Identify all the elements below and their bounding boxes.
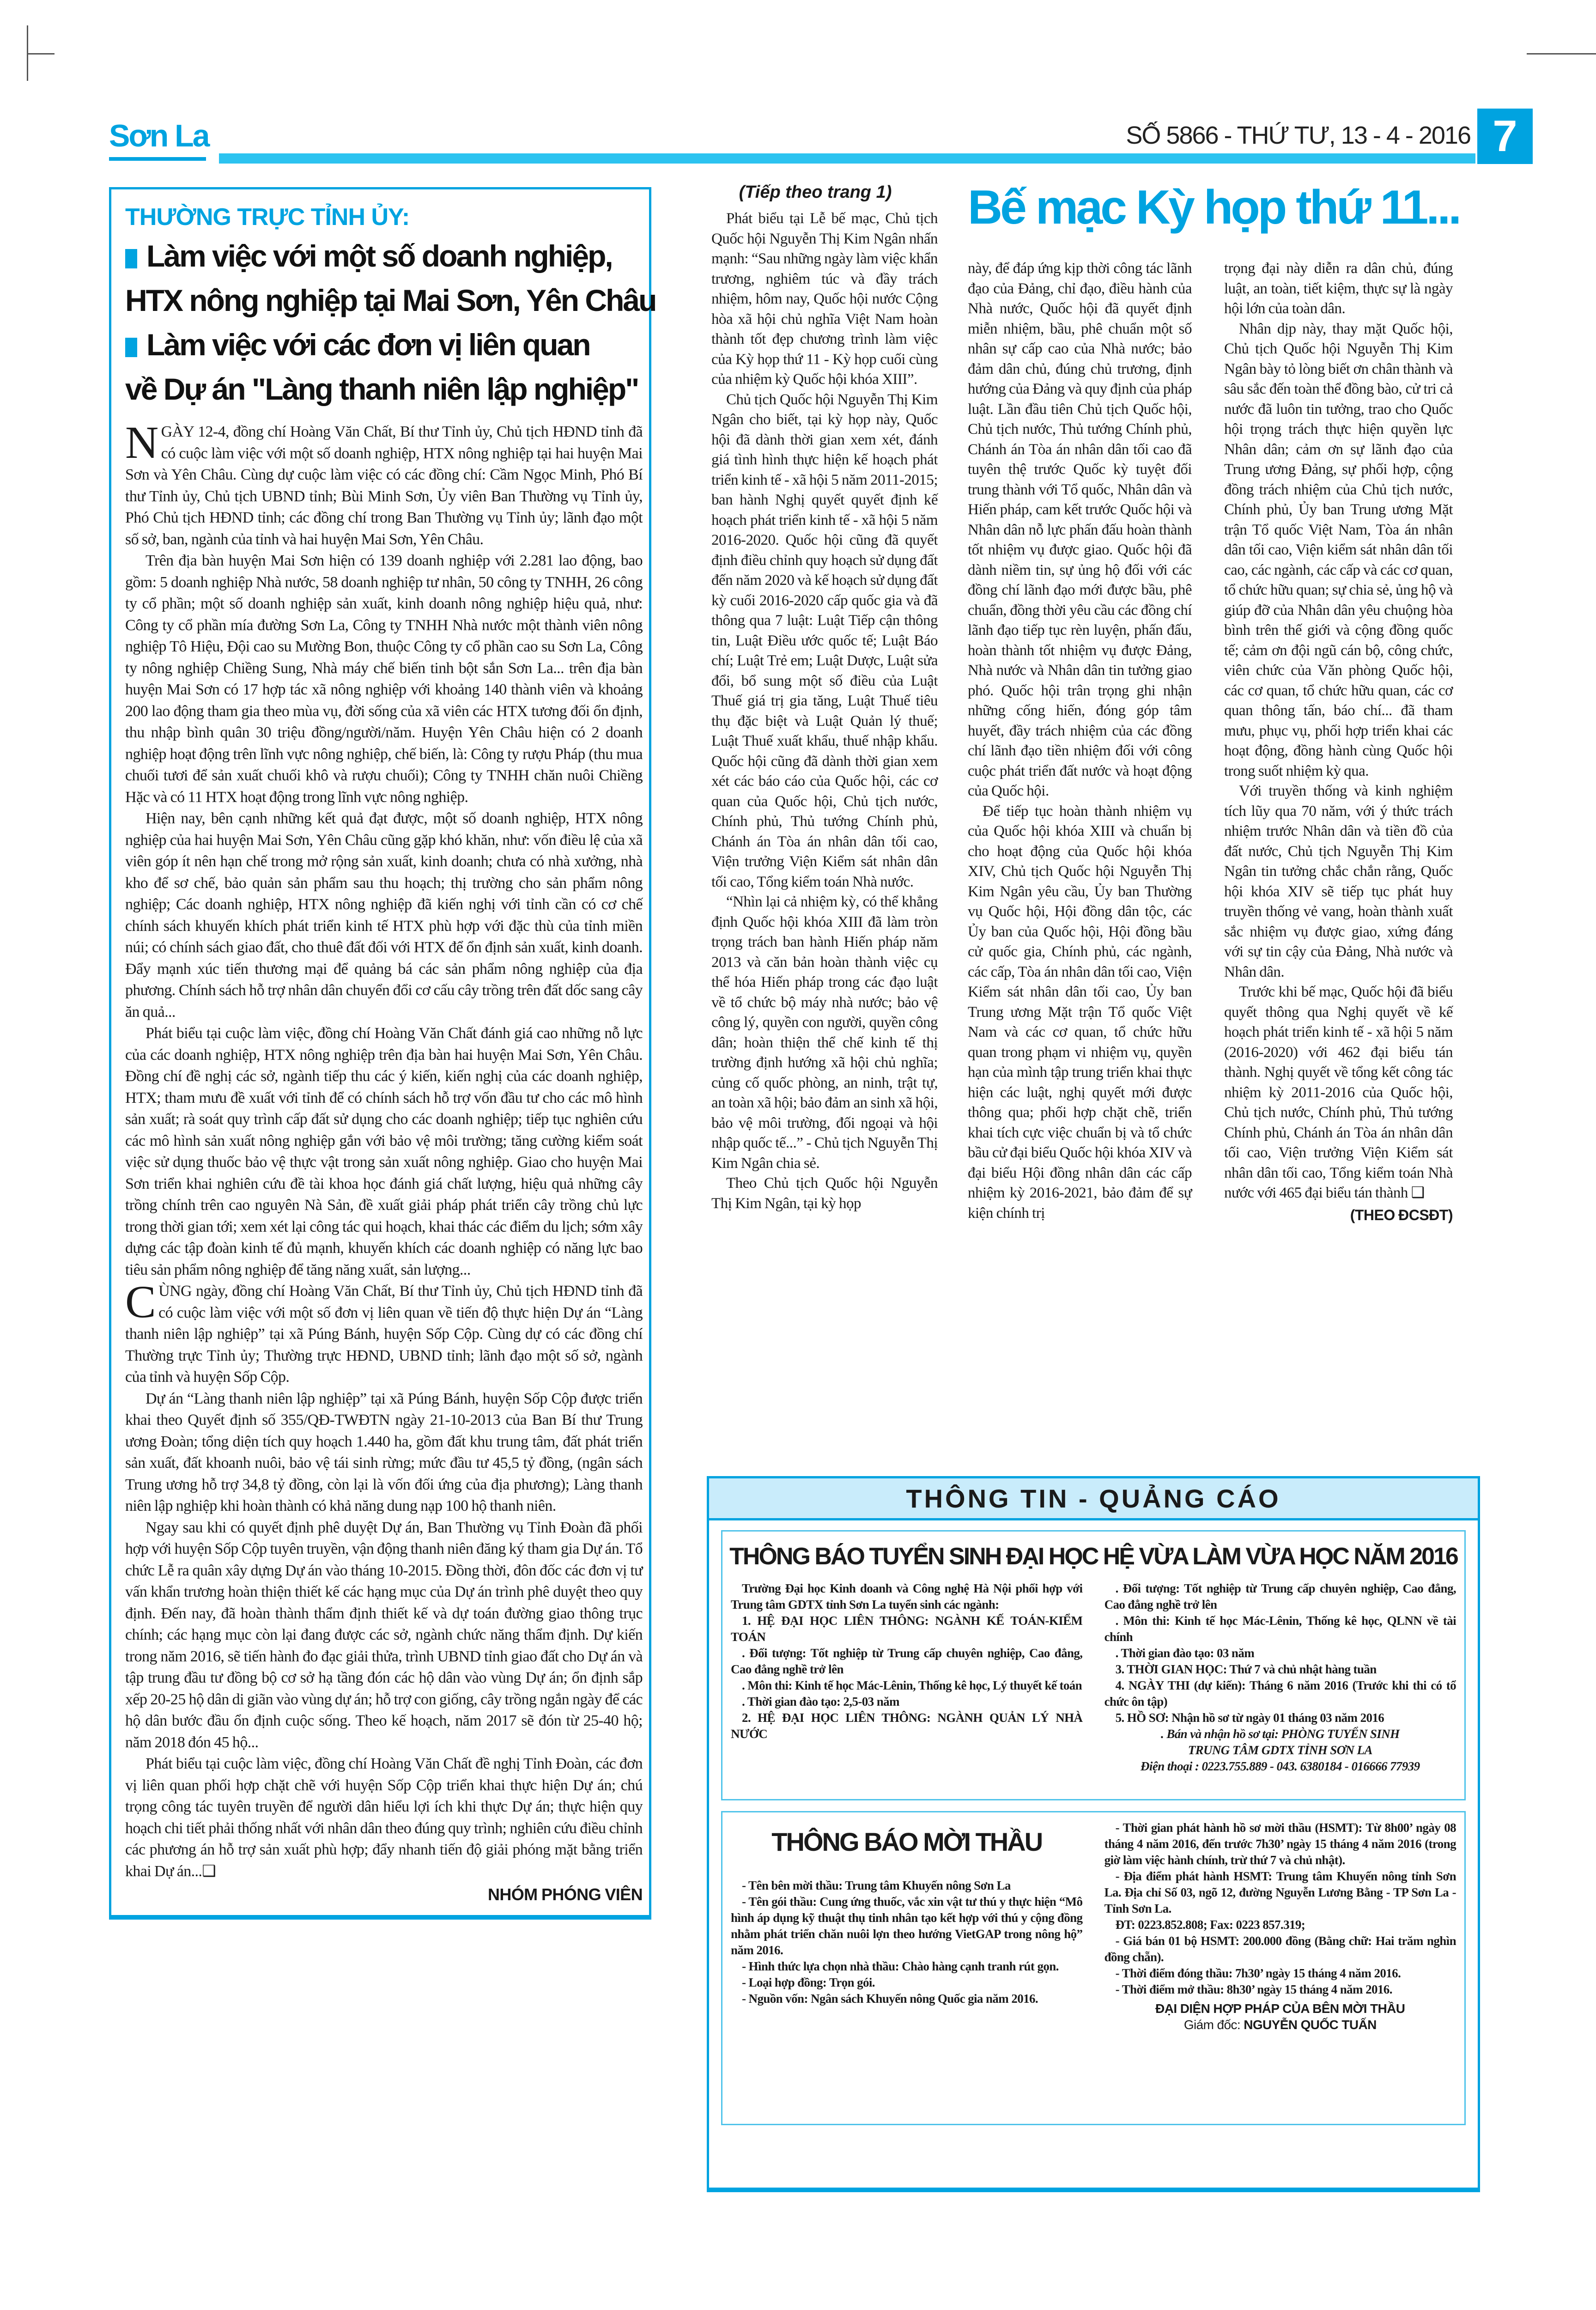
- ad-line: 2. HỆ ĐẠI HỌC LIÊN THÔNG: NGÀNH QUẢN LÝ NHÀ NƯỚC: [731, 1711, 1083, 1741]
- paragraph: Trước khi bế mạc, Quốc hội đã biểu quyết thông qua Nghị quyết về kế hoạch phát triển kinh tế - xã hội 5 năm (2016-2020) với 462 đại biểu tán thành. Nghị quyết về tổng kết công tác nhiệm kỳ 2011-2016 của Quốc hội, Chủ tịch nước, Chính phủ, Thủ tướng Chính phủ, Chánh án Tòa án nhân dân tối cao, Viện trưởng Viện Kiểm sát nhân dân tối cao, Tổng kiểm toán Nhà nước với 465 đại biểu tán thành ❑: [1224, 984, 1453, 1201]
- paragraph: Hiện nay, bên cạnh những kết quả đạt được, một số doanh nghiệp, HTX nông nghiệp của hai huyện Mai Sơn, Yên Châu cũng gặp khó khăn, như: vốn điều lệ của xã viên góp ít nên hạn chế trong mở rộng sản xuất, kinh doanh; chưa có nhà xưởng, nhà kho để sơ chế, bảo quản sản phẩm sau thu hoạch; thị trường cho sản phẩm nông nghiệp; Các doanh nghiệp, HTX nông nghiệp đã kiến nghị với tỉnh cần có cơ chế chính sách khuyến khích phát triển kinh tế HTX phù hợp với đặc thù của tỉnh miền núi; có chính sách giao đất, cho thuê đất đối với HTX để ổn định sản xuất, kinh doanh. Đẩy mạnh xúc tiến thương mại để quảng bá các sản phẩm nông nghiệp của địa phương. Chính sách hỗ trợ nhân dân chuyển đổi cơ cấu cây trồng trên đất dốc sang cây ăn quả...: [125, 810, 643, 1021]
- ad-line: . Môn thi: Kinh tế học Mác-Lênin, Thống kê học, Lý thuyết kế toán: [742, 1678, 1082, 1692]
- ad-line: . Đối tượng: Tốt nghiệp từ Trung cấp chuyên nghiệp, Cao đẳng, Cao đẳng nghề trở lên: [1104, 1581, 1456, 1611]
- paragraph: Ngay sau khi có quyết định phê duyệt Dự án, Ban Thường vụ Tỉnh Đoàn đã phối hợp với huyện Sốp Cộp tuyên truyền, vận động thanh niên đăng ký tham gia Dự án. Tổ chức Lễ ra quân xây dựng Dự án vào tháng 10-2015. Đồng thời, đôn đốc các đơn vị tư vấn khẩn trương hoàn thiện thiết kế các hạng mục của Dự án trình phê duyệt theo quy định. Đến nay, đã hoàn thành thẩm định thiết kế và dự toán đường giao thông trục chính; các hạng mục còn lại đang được các sở, ngành chức năng thẩm định. Dự kiến trong năm 2016, sẽ tiến hành đo đạc giải thửa, trình UBND tỉnh giao đất cho Dự án và tập trung đầu tư đồng bộ cơ sở hạ tầng đón các hộ dân vào vùng Dự án; ổn định sắp xếp 20-25 hộ dân di giãn vào vùng dự án; hỗ trợ con giống, cây trồng ngắn ngày để các hộ dân bước đầu ổn định cuộc sống. Theo kế hoạch, năm 2017 sẽ đón từ 25-40 hộ; năm 2018 đón 45 hộ...: [125, 1519, 643, 1751]
- ad-line: - Thời gian phát hành hồ sơ mời thầu (HSMT): Từ 8h00’ ngày 08 tháng 4 năm 2016, đến trước 7h30’ ngày 15 tháng 4 năm 2016 (trong giờ làm việc hành chính, trừ thứ 7 và chủ nhật).: [1104, 1821, 1456, 1867]
- ad-line: . Môn thi: Kinh tế học Mác-Lênin, Thống kê học, QLNN về tài chính: [1104, 1614, 1456, 1644]
- enrollment-ad: [721, 1530, 1466, 1800]
- paragraph: Để tiếp tục hoàn thành nhiệm vụ của Quốc hội khóa XIII và chuẩn bị cho hoạt động của Quốc hội khóa XIV, Chủ tịch Quốc hội Nguyễn Thị Kim Ngân yêu cầu, Ủy ban Thường vụ Quốc hội, Hội đồng dân tộc, các Ủy ban của Quốc hội, Hội đồng bầu cử quốc gia, Chính phủ, các ngành, các cấp, Tòa án nhân dân tối cao, Viện Kiểm sát nhân dân tối cao, Ủy ban Trung ương Mặt trận Tổ quốc Việt Nam và các cơ quan, tổ chức hữu quan trong phạm vi nhiệm vụ, quyền hạn của mình tập trung triển khai thực hiện các luật, nghị quyết mới được thông qua; phối hợp chặt chẽ, triển khai tích cực việc chuẩn bị và tổ chức bầu cử đại biểu Quốc hội khóa XIV và đại biểu Hội đồng nhân dân các cấp nhiệm kỳ 2016-2021, bảo đảm để sự kiện chính trị: [968, 802, 1192, 1222]
- issue-date: SỐ 5866 - THỨ TƯ, 13 - 4 - 2016: [1126, 122, 1470, 149]
- ad-line: - Nguồn vốn: Ngân sách Khuyến nông Quốc gia năm 2016.: [742, 1992, 1038, 2006]
- ads-section-title: THÔNG TIN - QUẢNG CÁO: [709, 1478, 1478, 1520]
- ad-line: ĐT: 0223.852.808; Fax: 0223 857.319;: [1115, 1918, 1305, 1932]
- ad-line: 1. HỆ ĐẠI HỌC LIÊN THÔNG: NGÀNH KẾ TOÁN-KIỂM TOÁN: [731, 1614, 1083, 1644]
- paragraph: Phát biểu tại Lễ bế mạc, Chủ tịch Quốc hội Nguyễn Thị Kim Ngân nhấn mạnh: “Sau những ngày làm việc khẩn trương, nghiêm túc và đầy trách nhiệm, hôm nay, Quốc hội nước Cộng hòa xã hội chủ nghĩa Việt Nam hoàn thành tốt đẹp chương trình làm việc của Kỳ họp thứ 11 - Kỳ họp cuối cùng của nhiệm kỳ Quốc hội khóa XIII”.: [711, 210, 938, 388]
- ad-line: 4. NGÀY THI (dự kiến): Tháng 6 năm 2016 (Trước khi thi có tổ chức ôn tập): [1104, 1678, 1456, 1708]
- headline-line: Làm việc với một số doanh nghiệp,: [125, 234, 643, 278]
- news-title: Bế mạc Kỳ họp thứ 11...: [968, 181, 1460, 234]
- continued-label: (Tiếp theo trang 1): [739, 182, 892, 202]
- paragraph: Phát biểu tại cuộc làm việc, đồng chí Hoàng Văn Chất đề nghị Tỉnh Đoàn, các đơn vị liên quan phối hợp chặt chẽ với huyện Sốp Cộp triển khai thực hiện Dự án; chú trọng công tác tuyên truyền để người dân hiểu lợi ích khi thực Dự án; thực hiện quy hoạch chi tiết phải thống nhất với nhân dân theo đúng quy trình; nghiên cứu điều chỉnh các phương án hỗ trợ sản xuất phù hợp; đẩy nhanh tiến độ giải phóng mặt bằng triển khai Dự án...❑: [125, 1755, 643, 1880]
- section-name: Sơn La: [109, 118, 209, 153]
- ad-line: . Thời gian đào tạo: 2,5-03 năm: [742, 1695, 899, 1708]
- ad-line: - Hình thức lựa chọn nhà thầu: Chào hàng cạnh tranh rút gọn.: [742, 1959, 1059, 1973]
- ad-line: - Tên gói thầu: Cung ứng thuốc, vắc xin vật tư thú y thực hiện “Mô hình áp dụng kỹ thuật thụ tinh nhân tạo kết hợp với thú y cộng đồng nhằm phát triển chăn nuôi lợn theo hướng VietGAP trong nông hộ” năm 2016.: [731, 1895, 1083, 1957]
- header-rule: [109, 157, 206, 161]
- signatory-title: ĐẠI DIỆN HỢP PHÁP CỦA BÊN MỜI THẦU: [1155, 2001, 1405, 2016]
- enrollment-title: THÔNG BÁO TUYỂN SINH ĐẠI HỌC HỆ VỪA LÀM VỪA HỌC NĂM 2016: [729, 1543, 1457, 1570]
- crop-mark: [1527, 53, 1596, 55]
- headline-line: Làm việc với các đơn vị liên quan: [125, 322, 643, 367]
- drop-cap: N: [125, 417, 158, 468]
- paragraph: CÙNG ngày, đồng chí Hoàng Văn Chất, Bí thư Tỉnh ủy, Chủ tịch HĐND tỉnh đã có cuộc làm việc với một số đơn vị liên quan về tiến độ thực hiện Dự án “Làng thanh niên lập nghiệp” tại xã Púng Bánh, huyện Sốp Cộp. Cùng dự có các đồng chí Thường trực Tỉnh ủy; Thường trực HĐND, UBND tỉnh; lãnh đạo một số sở, ngành của tỉnh và huyện Sốp Cộp.: [125, 1276, 643, 1386]
- article-headline: [125, 234, 656, 411]
- ad-line: 3. THỜI GIAN HỌC: Thứ 7 và chủ nhật hàng tuần: [1115, 1662, 1377, 1676]
- headline-line: về Dự án "Làng thanh niên lập nghiệp": [125, 372, 638, 406]
- ad-line: . Thời gian đào tạo: 03 năm: [1115, 1646, 1255, 1660]
- paragraph: Theo Chủ tịch Quốc hội Nguyễn Thị Kim Ngân, tại kỳ họp: [711, 1175, 938, 1212]
- news-column-1: [711, 209, 938, 1214]
- news-source: (THEO ĐCSĐT): [1350, 1206, 1453, 1223]
- crop-mark: [27, 53, 55, 55]
- ad-line: - Địa điểm phát hành HSMT: Trung tâm Khuyến nông tỉnh Sơn La. Địa chỉ Số 03, ngõ 12, đường Nguyễn Lương Bằng - TP Sơn La - Tỉnh Sơn La.: [1104, 1869, 1456, 1915]
- ad-line: - Loại hợp đồng: Trọn gói.: [742, 1976, 875, 1989]
- article-body: [125, 417, 643, 1906]
- article-kicker: THƯỜNG TRỰC TỈNH ỦY:: [125, 204, 410, 231]
- enrollment-right: [1104, 1581, 1456, 1775]
- ad-line: . Đối tượng: Tốt nghiệp từ Trung cấp chuyên nghiệp, Cao đẳng, Cao đẳng nghề trở lên: [731, 1646, 1083, 1676]
- paragraph: Phát biểu tại cuộc làm việc, đồng chí Hoàng Văn Chất đánh giá cao những nỗ lực của các doanh nghiệp, HTX nông nghiệp trên địa bàn hai huyện Mai Sơn, Yên Châu. Đồng chí đề nghị các sở, ngành tiếp thu các ý kiến, kiến nghị của các doanh nghiệp, HTX; tham mưu đề xuất với tỉnh để có chính sách hỗ trợ vốn đầu tư cho các mô hình sản xuất; rà soát quy trình cấp đất sử dụng cho các doanh nghiệp; tiếp tục nghiên cứu các mô hình sản xuất nông nghiệp gắn với bảo vệ môi trường; tăng cường kiểm soát việc sử dụng thuốc bảo vệ thực vật trong sản xuất nông nghiệp. Giao cho huyện Mai Sơn triển khai nghiên cứu đề tài khoa học đánh giá chất lượng, hiệu quả những cây trồng chính trên cao nguyên Nà Sản, đề xuất giải pháp phát triển cây trồng chủ lực trong thời gian tới; xem xét lại công tác qui hoạch, khai thác các điểm du lịch; sớm xây dựng các tập đoàn kinh tế đủ mạnh, khuyến khích các doanh nghiệp có năng lực bao tiêu sản phẩm nông nghiệp để tăng năng xuất, sản lượng...: [125, 1025, 643, 1278]
- paragraph: Dự án “Làng thanh niên lập nghiệp” tại xã Púng Bánh, huyện Sốp Cộp được triển khai theo Quyết định số 355/QĐ-TWĐTN ngày 21-10-2013 của Ban Bí thư Trung ương Đoàn; tổng diện tích quy hoạch 1.440 ha, gồm đất khu trung tâm, đất phát triển sản xuất, đất khoanh nuôi, bảo vệ tái sinh rừng; mức đầu tư 45,5 tỷ đồng, (ngân sách Trung ương hỗ trợ 34,8 tỷ đồng, còn lại là vốn đối ứng của địa phương); Làng thanh niên lập nghiệp khi hoàn thành có khả năng dung nạp 100 hộ thanh niên.: [125, 1390, 643, 1514]
- paragraph: trọng đại này diễn ra dân chủ, đúng luật, an toàn, tiết kiệm, thực sự là ngày hội lớn của toàn dân.: [1224, 260, 1453, 317]
- paragraph: “Nhìn lại cả nhiệm kỳ, có thể khẳng định Quốc hội khóa XIII đã làm tròn trọng trách ban hành Hiến pháp năm 2013 và căn bản hoàn thành việc cụ thể hóa Hiến pháp trong các đạo luật về tổ chức bộ máy nhà nước; bảo vệ công lý, quyền con người, quyền công dân; hoàn thiện thể chế kinh tế thị trường định hướng xã hội chủ nghĩa; củng cố quốc phòng, an ninh, trật tự, an toàn xã hội; bảo đảm an sinh xã hội, bảo vệ môi trường, đối ngoại và hội nhập quốc tế...” - Chủ tịch Nguyễn Thị Kim Ngân chia sẻ.: [711, 894, 938, 1172]
- ad-line: 5. HỒ SƠ: Nhận hồ sơ từ ngày 01 tháng 03 năm 2016: [1115, 1711, 1384, 1725]
- drop-cap: C: [125, 1276, 156, 1327]
- enrollment-phone: Điện thoại : 0223.755.889 - 043. 6380184 - 016666 77939: [1141, 1759, 1420, 1773]
- ad-line: - Tên bên mời thầu: Trung tâm Khuyến nông Sơn La: [742, 1878, 1011, 1892]
- paragraph: Với truyền thống và kinh nghiệm tích lũy qua 70 năm, với ý thức trách nhiệm trước Nhân dân và tiền đồ của đất nước, Chủ tịch Nguyễn Thị Kim Ngân tin tưởng chắc chắn rằng, Quốc hội khóa XIV sẽ tiếp tục phát huy truyền thống vẻ vang, hoàn thành xuất sắc nhiệm vụ được giao, xứng đáng với sự tin cậy của Đảng, Nhà nước và Nhân dân.: [1224, 783, 1453, 980]
- enrollment-left: [731, 1581, 1082, 1775]
- paragraph: Trên địa bàn huyện Mai Sơn hiện có 139 doanh nghiệp với 2.281 lao động, bao gồm: 5 doanh nghiệp Nhà nước, 58 doanh nghiệp tư nhân, 50 công ty TNHH, 26 công ty cổ phần; một số doanh nghiệp sản xuất, kinh doanh nông nghiệp hiệu quả, như: Công ty cổ phần mía đường Sơn La, Công ty TNHH Nhà nước một thành viên nông nghiệp Tô Hiệu, Đội cao su Mường Bon, thuộc Công ty cổ phần cao su Sơn La, Công ty nông nghiệp Chiềng Sung, Nhà máy chế biến tinh bột sắn Sơn La... trên địa bàn huyện Mai Sơn có 17 hợp tác xã nông nghiệp với khoảng 140 thành viên và khoảng 200 lao động tham gia theo mùa vụ, đời sống của xã viên các HTX tương đối ổn định, thu nhập bình quân 30 triệu đồng/người/năm. Huyện Yên Châu hiện có 2 doanh nghiệp hoạt động trên lĩnh vực nông nghiệp, chế biến, là: Công ty rượu Pháp (thu mua chuối tươi để sản xuất chuối khô và rượu chuối); Công ty TNHH chăn nuôi Chiềng Hặc và có 11 HTX hoạt động trong lĩnh vực nông nghiệp.: [125, 552, 643, 806]
- tender-ad: [721, 1811, 1466, 2125]
- headline-line: HTX nông nghiệp tại Mai Sơn, Yên Châu: [125, 283, 656, 317]
- signatory-name: NGUYỄN QUỐC TUẤN: [1244, 2018, 1377, 2032]
- signatory-role: Giám đốc:: [1183, 2018, 1241, 2032]
- paragraph: này, để đáp ứng kịp thời công tác lãnh đạo của Đảng, chỉ đạo, điều hành của Nhà nước, Quốc hội đã quyết định miễn nhiệm, bầu, phê chuẩn một số nhân sự cấp cao của Nhà nước; bảo đảm dân chủ, đúng chủ trương, định hướng của Đảng và quy định của pháp luật. Lần đầu tiên Chủ tịch Quốc hội, Chủ tịch nước, Thủ tướng Chính phủ, Chánh án Tòa án nhân dân tối cao đã tuyên thệ trước Quốc kỳ tuyệt đối trung thành với Tổ quốc, Nhân dân và Hiến pháp, cam kết trước Quốc hội và Nhân dân nỗ lực phấn đấu hoàn thành tốt nhiệm vụ được giao. Quốc hội đã dành niềm tin, sự ủng hộ đối với các đồng chí lãnh đạo mới được bầu, phê chuẩn, đồng thời yêu cầu các đồng chí lãnh đạo tiếp tục rèn luyện, phấn đấu, hoàn thành tốt nhiệm vụ được Đảng, Nhà nước và Nhân dân tin tưởng giao phó. Quốc hội trân trọng ghi nhận những cống hiến, đóng góp tâm huyết, đầy trách nhiệm của các đồng chí lãnh đạo tiền nhiệm đối với công cuộc phát triển đất nước và hoạt động của Quốc hội.: [968, 260, 1192, 799]
- ad-line: Trường Đại học Kinh doanh và Công nghệ Hà Nội phối hợp với Trung tâm GDTX tỉnh Sơn La tuyển sinh các ngành:: [731, 1581, 1083, 1611]
- tender-title: THÔNG BÁO MỜI THẦU: [771, 1827, 1042, 1856]
- tender-right: [1104, 1820, 1456, 2033]
- header-bar: [219, 153, 1475, 164]
- left-article: [109, 187, 656, 1920]
- signatory: [1104, 2017, 1456, 2033]
- ad-line: - Thời điểm mở thầu: 8h30’ ngày 15 tháng 4 năm 2016.: [1115, 1982, 1392, 1996]
- paragraph: Nhân dịp này, thay mặt Quốc hội, Chủ tịch Quốc hội Nguyễn Thị Kim Ngân bày tỏ lòng biết ơn chân thành và sâu sắc đến toàn thể đồng bào, cử tri cả nước đã luôn tin tưởng, trao cho Quốc hội trọng trách thực hiện quyền lực Nhân dân; cảm ơn sự lãnh đạo của Trung ương Đảng, sự phối hợp, cộng đồng trách nhiệm của Chủ tịch nước, Chính phủ, Ủy ban Trung ương Mặt trận Tổ quốc Việt Nam, Tòa án nhân dân tối cao, Viện kiểm sát nhân dân tối cao, các ngành, các cấp và các cơ quan, tổ chức hữu quan; sự chia sẻ, ủng hộ và giúp đỡ của Nhân dân yêu chuộng hòa bình trên thế giới và cộng đồng quốc tế; cảm ơn đội ngũ cán bộ, công chức, viên chức của Văn phòng Quốc hội, các cơ quan, tổ chức hữu quan, các cơ quan thông tấn, báo chí... đã tham mưu, phục vụ, phối hợp triển khai các hoạt động, đồng hành cùng Quốc hội trong suốt nhiệm kỳ qua.: [1224, 320, 1453, 779]
- ad-line: - Giá bán 01 bộ HSMT: 200.000 đồng (Bằng chữ: Hai trăm nghìn đồng chẵn).: [1104, 1934, 1456, 1964]
- paragraph: Chủ tịch Quốc hội Nguyễn Thị Kim Ngân cho biết, tại kỳ họp này, Quốc hội đã dành thời gian xem xét, đánh giá tình hình thực hiện kế hoạch phát triển kinh tế - xã hội 5 năm 2011-2015; ban hành Nghị quyết quyết định kế hoạch phát triển kinh tế - xã hội 5 năm 2016-2020. Quốc hội cũng đã quyết định điều chỉnh quy hoạch sử dụng đất đến năm 2020 và kế hoạch sử dụng đất kỳ cuối 2016-2020 cấp quốc gia và đã thông qua 7 luật: Luật Tiếp cận thông tin, Luật Điều ước quốc tế; Luật Báo chí; Luật Trẻ em; Luật Dược, Luật sửa đổi, bổ sung một số điều của Luật Thuế giá trị gia tăng, Luật Thuế tiêu thụ đặc biệt và Luật Quản lý thuế; Luật Thuế xuất khẩu, thuế nhập khẩu. Quốc hội cũng đã dành thời gian xem xét các báo cáo của Quốc hội, các cơ quan của Quốc hội, Chủ tịch nước, Chính phủ, Thủ tướng Chính phủ, Chánh án Tòa án nhân dân tối cao, Viện trưởng Viện Kiểm sát nhân dân tối cao, Tổng kiểm toán Nhà nước.: [711, 391, 938, 890]
- enrollment-contact: . Bán và nhận hồ sơ tại: PHÒNG TUYỂN SINH: [1161, 1727, 1400, 1741]
- ads-section: [707, 1476, 1480, 2192]
- byline: NHÓM PHÓNG VIÊN: [487, 1885, 643, 1904]
- ad-line: - Thời điểm đóng thầu: 7h30’ ngày 15 tháng 4 năm 2016.: [1115, 1966, 1401, 1980]
- bullet-square-icon: [125, 249, 137, 268]
- paragraph: NGÀY 12-4, đồng chí Hoàng Văn Chất, Bí thư Tỉnh ủy, Chủ tịch HĐND tỉnh đã có cuộc làm việc với một số doanh nghiệp, HTX nông nghiệp tại hai huyện Mai Sơn và Yên Châu. Cùng dự cuộc làm việc có các đồng chí: Cầm Ngọc Minh, Phó Bí thư Tỉnh ủy, Chủ tịch UBND tỉnh; Bùi Minh Sơn, Ủy viên Ban Thường vụ Tỉnh ủy, Phó Chủ tịch HĐND tỉnh; các đồng chí trong Ban Thường vụ Tỉnh ủy; lãnh đạo một số sở, ban, ngành của tỉnh và hai huyện Mai Sơn, Yên Châu.: [125, 417, 643, 548]
- news-column-3: [1224, 259, 1453, 1225]
- bullet-square-icon: [125, 338, 137, 357]
- tender-left: [731, 1820, 1082, 2033]
- news-column-2: [968, 259, 1192, 1223]
- page-number: 7: [1477, 109, 1533, 164]
- enrollment-contact: TRUNG TÂM GDTX TỈNH SƠN LA: [1188, 1743, 1372, 1757]
